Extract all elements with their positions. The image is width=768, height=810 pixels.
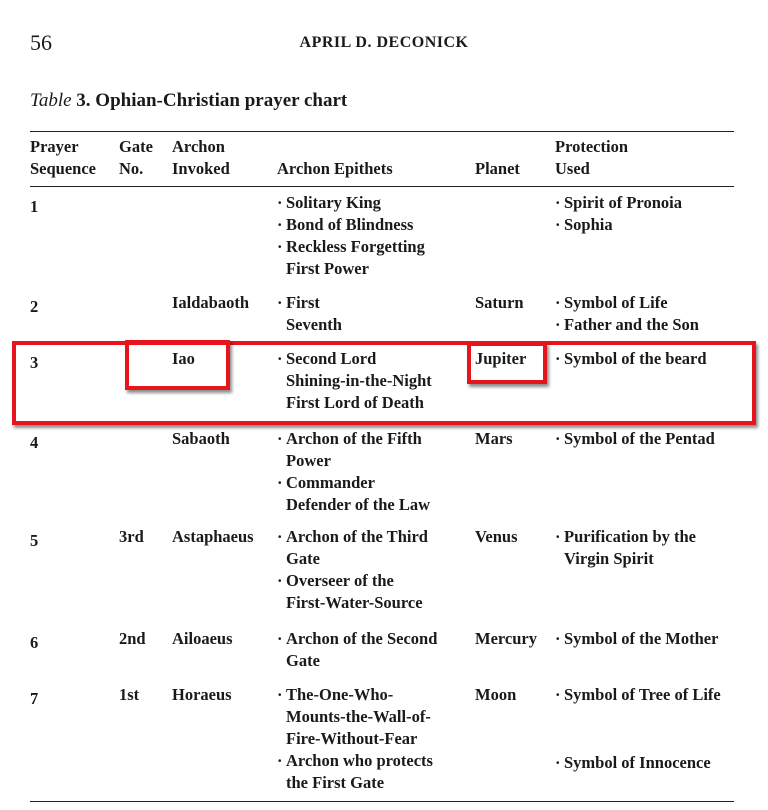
continuation-line: First-Water-Source	[286, 593, 423, 612]
bullet-line: · Reckless Forgetting	[277, 236, 425, 258]
header-rule	[30, 186, 734, 187]
cell-text: 2	[30, 297, 39, 316]
cell-text: 1	[30, 197, 39, 216]
column-header-line: Archon	[172, 137, 225, 156]
continuation-line: Power	[286, 451, 331, 470]
bullet-line: · Solitary King	[277, 192, 425, 214]
column-header-gate	[119, 136, 153, 180]
bullet-line: · First	[277, 292, 342, 314]
bullet-item	[277, 292, 342, 336]
cell-gate	[119, 684, 139, 706]
bullet-line: · Symbol of the Mother	[555, 628, 718, 650]
cell-text: Iao	[172, 349, 195, 368]
bullet-line: · Symbol of the Pentad	[555, 428, 715, 450]
bullet-item	[277, 472, 430, 516]
bullet-item	[555, 314, 699, 336]
cell-text: Ailoaeus	[172, 629, 233, 648]
bullet-line: · Purification by the	[555, 526, 696, 548]
cell-gate	[119, 526, 144, 548]
cell-text: Mercury	[475, 629, 537, 648]
bullet-line: · Bond of Blindness	[277, 214, 425, 236]
highlight-row-3	[12, 341, 756, 425]
continuation-line: Shining-in-the-Night	[286, 371, 432, 390]
bullet-line: · Archon of the Second	[277, 628, 437, 650]
cell-text: Sabaoth	[172, 429, 230, 448]
bullet-item	[277, 236, 425, 280]
column-header-line: Archon Epithets	[277, 159, 393, 178]
cell-epithets	[277, 292, 342, 336]
column-header-archon	[172, 136, 230, 180]
continuation-line: Seventh	[286, 315, 342, 334]
cell-text: 7	[30, 689, 39, 708]
cell-text: 3rd	[119, 527, 144, 546]
bullet-item	[277, 628, 437, 672]
cell-archon	[172, 684, 232, 706]
cell-protection	[555, 192, 682, 236]
column-header-line: Sequence	[30, 159, 96, 178]
cell-sequence	[30, 688, 38, 710]
bullet-item	[555, 752, 711, 774]
column-header-line: Protection	[555, 137, 629, 156]
table-caption-title: 3. Ophian-Christian prayer chart	[76, 90, 348, 111]
continuation-line: Gate	[286, 651, 320, 670]
cell-text: 3	[30, 353, 39, 372]
cell-archon	[172, 526, 254, 548]
cell-text: Ialdabaoth	[172, 293, 250, 312]
cell-text: 6	[30, 633, 39, 652]
column-header-epithets	[277, 158, 393, 180]
cell-text: Astaphaeus	[172, 527, 254, 546]
bullet-item	[277, 684, 433, 750]
cell-gate	[119, 628, 146, 650]
bullet-item	[277, 570, 428, 614]
bullet-item	[277, 428, 430, 472]
bullet-item	[277, 214, 425, 236]
column-header-protection	[555, 136, 628, 180]
table-top-rule	[30, 131, 734, 132]
cell-planet	[475, 292, 524, 314]
page-number: 56	[30, 30, 52, 55]
cell-protection	[555, 628, 718, 650]
cell-planet	[475, 526, 518, 548]
bullet-line: · The-One-Who-	[277, 684, 433, 706]
bullet-item	[277, 526, 428, 570]
table-bottom-rule	[30, 801, 734, 802]
bullet-item	[277, 192, 425, 214]
cell-archon	[172, 292, 249, 314]
continuation-line: Gate	[286, 549, 320, 568]
cell-planet	[475, 684, 516, 706]
cell-text: Horaeus	[172, 685, 232, 704]
bullet-line: · Archon of the Third	[277, 526, 428, 548]
cell-epithets	[277, 428, 430, 516]
column-header-line: Used	[555, 159, 590, 178]
highlight-archon-iao	[125, 340, 230, 390]
bullet-line: · Second Lord	[277, 348, 432, 370]
continuation-line: Defender of the Law	[286, 495, 431, 514]
bullet-line: · Archon who protects	[277, 750, 433, 772]
column-header-line: Prayer	[30, 137, 79, 156]
column-header-planet	[475, 158, 520, 180]
bullet-line: · Archon of the Fifth	[277, 428, 430, 450]
bullet-item	[555, 526, 696, 570]
cell-planet	[475, 628, 537, 650]
continuation-line: Mounts-the-Wall-of-	[286, 707, 431, 726]
highlight-planet-jupiter	[467, 342, 547, 384]
bullet-line: · Overseer of the	[277, 570, 428, 592]
table-caption-label: Table	[30, 90, 72, 111]
bullet-item	[555, 628, 718, 650]
cell-epithets	[277, 628, 437, 672]
bullet-line: · Spirit of Pronoia	[555, 192, 682, 214]
cell-text: Mars	[475, 429, 513, 448]
cell-epithets	[277, 192, 425, 280]
cell-text: 5	[30, 531, 39, 550]
cell-protection	[555, 526, 696, 570]
column-header-line: Gate	[119, 137, 153, 156]
bullet-item	[555, 214, 682, 236]
cell-text: 2nd	[119, 629, 146, 648]
column-header-line: Invoked	[172, 159, 230, 178]
bullet-item	[555, 292, 699, 314]
bullet-line: · Symbol of the beard	[555, 348, 707, 370]
bullet-item	[555, 684, 721, 706]
cell-planet	[475, 428, 513, 450]
bullet-item	[555, 428, 715, 450]
cell-protection	[555, 292, 699, 336]
table-caption	[30, 90, 347, 112]
bullet-line: · Symbol of Innocence	[555, 752, 711, 774]
bullet-item	[277, 750, 433, 794]
cell-sequence	[30, 530, 38, 552]
cell-archon	[172, 428, 230, 450]
bullet-line: · Symbol of Tree of Life	[555, 684, 721, 706]
cell-text: Jupiter	[475, 349, 527, 368]
cell-sequence	[30, 632, 38, 654]
cell-epithets	[277, 526, 428, 614]
column-header-sequence	[30, 136, 96, 180]
column-header-line: Planet	[475, 159, 520, 178]
bullet-line: · Symbol of Life	[555, 292, 699, 314]
cell-text: 1st	[119, 685, 140, 704]
bullet-line: · Commander	[277, 472, 430, 494]
running-head-author: APRIL D. DECONICK	[299, 34, 469, 51]
cell-sequence	[30, 432, 38, 454]
continuation-line: Fire-Without-Fear	[286, 729, 418, 748]
cell-archon	[172, 628, 233, 650]
cell-text: Saturn	[475, 293, 524, 312]
bullet-line: · Sophia	[555, 214, 682, 236]
column-header-line: No.	[119, 159, 144, 178]
cell-text: Moon	[475, 685, 517, 704]
cell-protection	[555, 428, 715, 450]
continuation-line: First Power	[286, 259, 369, 278]
continuation-line: Virgin Spirit	[564, 549, 654, 568]
continuation-line: First Lord of Death	[286, 393, 424, 412]
bullet-line: · Father and the Son	[555, 314, 699, 336]
continuation-line: the First Gate	[286, 773, 385, 792]
cell-sequence	[30, 296, 38, 318]
cell-epithets	[277, 684, 433, 794]
cell-text: 4	[30, 433, 39, 452]
cell-sequence	[30, 196, 38, 218]
bullet-item	[555, 192, 682, 214]
cell-text: Venus	[475, 527, 518, 546]
